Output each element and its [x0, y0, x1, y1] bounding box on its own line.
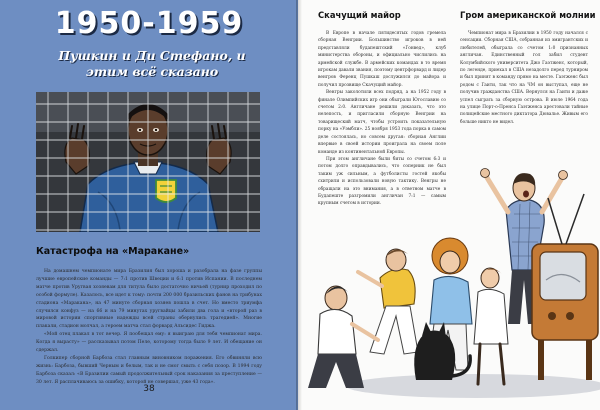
chapter-subtitle: Пушкин и Ди Стефано, и этим всё сказано [58, 48, 246, 79]
tv-leg-left [538, 340, 544, 380]
goalkeeper-drawing [36, 92, 260, 232]
boy-head [386, 249, 406, 271]
tv-antenna-left [548, 198, 562, 244]
man-right-fist [559, 171, 568, 180]
section-heading-american-thunder: Гром американской молнии [460, 10, 596, 20]
tv-knob-right [566, 312, 574, 320]
boy-arm [358, 272, 382, 286]
column-american-thunder [460, 10, 596, 126]
floor-shadow [346, 374, 600, 398]
goalkeeper-illustration [36, 92, 260, 232]
tv-leg-right [586, 340, 592, 380]
standing-girl-head [481, 268, 499, 288]
cat-body [414, 330, 455, 380]
galloping-major-paragraph: В Европе в начале пятидесятых годов гремела сборная Венгрии. Большинство игроков в ней представляли будапештский «Гонвед», клуб министерства обороны, и официально числились на армейской службе. В армейских командах в то время игрокам давали звания, поэтому центрфорвард и лидер венгров Ференц Пушкаш дослужился до майора и получил прозвище Скачущий майор. [318, 31, 446, 88]
decade-title: 1950-1959 [54, 6, 244, 41]
right-page [300, 0, 600, 410]
seated-man-trousers [308, 354, 364, 388]
page-number: 38 [143, 384, 155, 394]
seated-man-shirt [318, 309, 356, 354]
seated-man-arm [352, 324, 378, 340]
maracana-paragraph: «Мой отец плакал в тот вечер. Я пообещал ему: я выиграю для тебя чемпионат мира. Когда я вырасту» — рассказывал потом Пеле, которому тогда было 9 лет. И обещание он сдержал. [36, 332, 262, 354]
man-right-arm [542, 178, 562, 212]
man-left-arm [486, 176, 508, 212]
left-page [0, 0, 298, 410]
brazil-crest-icon [156, 180, 176, 202]
standing-girl-dress [474, 289, 508, 344]
boy-shorts-legs [370, 306, 418, 354]
boy-yellow-jersey [380, 269, 415, 308]
section-heading-galloping-major: Скачущий майор [318, 10, 401, 20]
kneeling-boy [358, 249, 418, 354]
standing-girl [474, 268, 508, 384]
galloping-major-paragraph: Венгры заколотили всех подряд, а на 1952 году в финале Олимпийских игр они обыграли Югославию со счетом 2:0. Англичане решили доказать, что это нелепость, и пригласили сборную Венгрии на товарищеский матч, чтобы устроить показательную порку на «Уэмбли». 25 ноября 1953 года порка в самом деле состоялась, но совсем другая: сборная Англии впервые в своей истории проиграла на своем поле команде из континентальной Европы. [318, 90, 446, 155]
tv-fans-illustration [300, 148, 600, 410]
tv-fans-drawing [300, 148, 600, 410]
maracana-paragraph: На домашнем чемпионате мира Бразилия был хороша и разобрала на фазе группы лучшие европейские команды — 7:1 против Швеции и 6:1 против Испании. В последнем матче против Уругвая хозяевам для титула было достаточно ничьей (турнир проходил по особой формуле). Казалось, все идет к тому: почти 200 000 бразильских фанов на трибунах стадиона «Маракана», на 47 минуте сборная хозяев пошла в счет. Но вместо триумфа случился конфуз — на 66 и на 79 минутах уругвайцы забили два гола и «второй раз в мировой истории спортивные надежды всей страны обернулись трагедией». Многие плакали, стадион молчал, а героем матча стал форвард Альсидес Гиджа. [36, 269, 262, 330]
man-shouting-mouth [523, 191, 529, 198]
galloping-major-paragraph: При этом англичане были биты со счетом 6:3 и потом долго оправдывались, что соперник не был таким уж сильным, а футболисты гостей якобы схитрили и использовали новую тактику. Венгры не обращали на это внимания, а в ответном матче в Будапеште разгромили англичан 7:1 — самым крупным счетом в истории. [318, 156, 446, 207]
book-gutter-shadow [296, 0, 302, 410]
girl-face [440, 251, 460, 273]
tv-screen [540, 252, 586, 300]
man-left-fist [481, 169, 490, 178]
section-heading-maracana: Катастрофа на «Маракане» [36, 246, 190, 257]
maracana-paragraph: Голкипер сборной Барбоза стал главным виновником поражения. Его обвиняли всю жизнь: Барбоза, бывший Черным и белым, так и не смог смыть с себя позор. В 1994 году Барбоза сказал: «В Бразилии самый продолжительный срок наказания за преступление — 30 лет. Я расплачиваюсь за ошибку, которой не совершал, уже 43 года». [36, 355, 262, 385]
tv-knob-left [548, 312, 556, 320]
seated-man [308, 286, 378, 388]
maracana-article [36, 268, 262, 387]
american-thunder-article [460, 30, 588, 126]
keeper-right-pupil [155, 129, 157, 131]
girl-dress [430, 276, 472, 324]
keeper-left-pupil [139, 129, 141, 131]
american-thunder-paragraph: Чемпионат мира в Бразилии в 1950 году начался с сенсации. Сборная США, собранная из эмигрантских и любителей, обыграла со счетом 1:0 признанных англичан. Единственный гол забил студент Колумбийского университета Джо Гаэтженс, который, по легенде, приехал в США незадолго перед турниром и был принят в команду прямо на месте. Гаэтженс был родом с Гаити, так что на ЧМ он выступал, еще не получив гражданства США. Вернулся на Гаити и даже успел сыграть за сборную острова. В июле 1964 года на улице Порт-о-Пренса Гаэтженса арестовали тайные полицейские местного диктатора Дювалье. Живым его больше никто не видел. [460, 31, 588, 125]
tv-antenna-right [566, 194, 584, 244]
seated-man-head [325, 286, 347, 310]
